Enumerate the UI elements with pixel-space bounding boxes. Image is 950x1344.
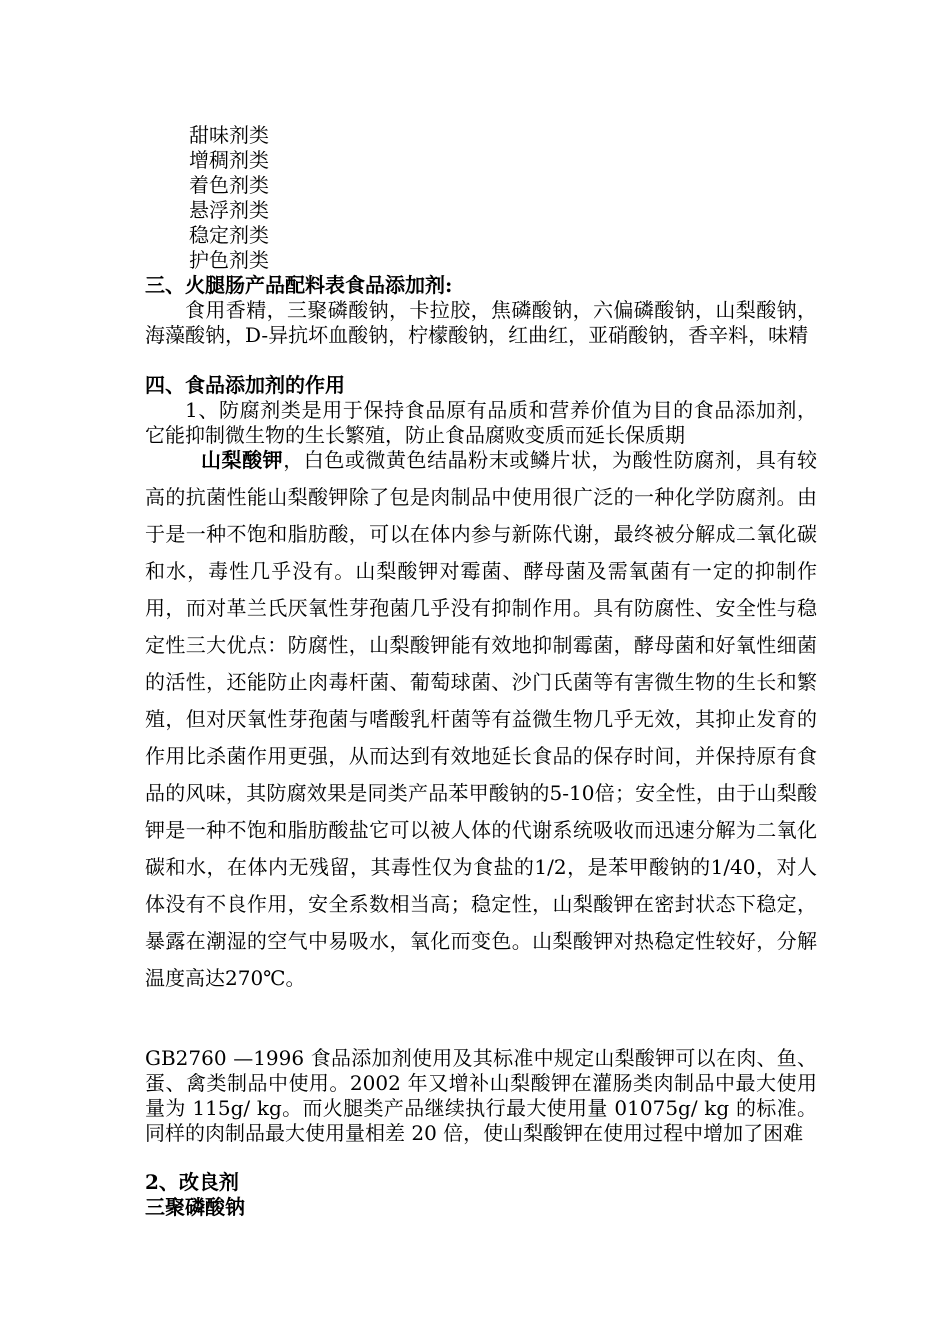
potassium-sorbate-term: 山梨酸钾	[201, 448, 284, 472]
list-item: 稳定剂类	[189, 223, 269, 247]
list-item: 甜味剂类	[189, 123, 269, 147]
list-item: 增稠剂类	[189, 148, 269, 172]
gb2760-standard-paragraph: GB2760 —1996 食品添加剂使用及其标准中规定山梨酸钾可以在肉、鱼、蛋、禽类制品中使用。2002 年又增补山梨酸钾在灌肠类肉制品中最大使用量为 115g/ kg。而火腿类产品继续执行最大使用量 01075g/ kg 的标准。同样的肉制品最大使用量相差 20 倍，使山梨酸钾在使用过程中增加了困难	[145, 1046, 817, 1145]
preservative-intro-paragraph: 1、防腐剂类是用于保持食品原有品质和营养价值为目的食品添加剂，它能抑制微生物的生长繁殖，防止食品腐败变质而延长保质期	[145, 398, 817, 447]
section-4-heading: 四、食品添加剂的作用	[145, 373, 345, 397]
potassium-sorbate-description: ，白色或微黄色结晶粉末或鳞片状，为酸性防腐剂，具有较高的抗菌性能山梨酸钾除了包是肉制品中使用很广泛的一种化学防腐剂。由于是一种不饱和脂肪酸，可以在体内参与新陈代谢，最终被分解成二氧化碳和水，毒性几乎没有。山梨酸钾对霉菌、酵母菌及需氧菌有一定的抑制作用，而对革兰氏厌氧性芽孢菌几乎没有抑制作用。具有防腐性、安全性与稳定性三大优点：防腐性，山梨酸钾能有效地抑制霉菌，酵母菌和好氧性细菌的活性，还能防止肉毒杆菌、葡萄球菌、沙门氏菌等有害微生物的生长和繁殖，但对厌氧性芽孢菌与嗜酸乳杆菌等有益微生物几乎无效，其抑止发育的作用比杀菌作用更强，从而达到有效地延长食品的保存时间，并保持原有食品的风味，其防腐效果是同类产品苯甲酸钠的5-10倍；安全性，由于山梨酸钾是一种不饱和脂肪酸盐它可以被人体的代谢系统吸收而迅速分解为二氧化碳和水，在体内无残留，其毒性仅为食盐的1/2，是苯甲酸钠的1/40，对人体没有不良作用，安全系数相当高；稳定性，山梨酸钾在密封状态下稳定，暴露在潮湿的空气中易吸水，氧化而变色。山梨酸钾对热稳定性较好，分解温度高达270℃。	[145, 448, 818, 990]
improver-heading: 2、改良剂	[145, 1170, 239, 1194]
additive-category-list	[189, 123, 269, 273]
potassium-sorbate-paragraph	[145, 442, 817, 997]
sodium-tripolyphosphate-subheading: 三聚磷酸钠	[145, 1195, 245, 1219]
section-3-ingredients-text: 食用香精，三聚磷酸钠，卡拉胶，焦磷酸钠，六偏磷酸钠，山梨酸钠，海藻酸钠，D-异抗坏血酸钠，柠檬酸钠，红曲红，亚硝酸钠，香辛料，味精	[145, 298, 817, 347]
list-item: 护色剂类	[189, 248, 269, 272]
list-item: 着色剂类	[189, 173, 269, 197]
list-item: 悬浮剂类	[189, 198, 269, 222]
section-3-heading: 三、火腿肠产品配料表食品添加剂:	[145, 273, 453, 297]
